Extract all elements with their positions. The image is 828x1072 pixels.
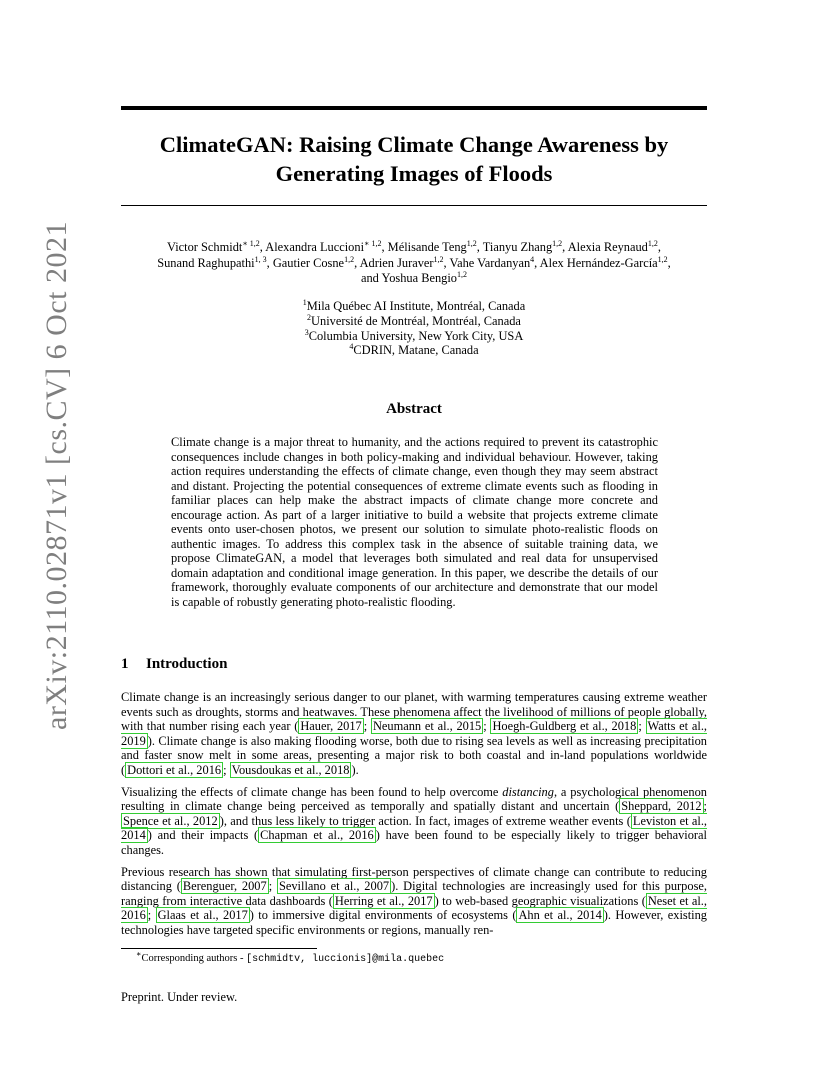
citation-link[interactable]: Chapman et al., 2016	[260, 828, 374, 843]
title-top-rule	[121, 106, 707, 110]
text-run: Visualizing the effects of climate change has been found to help overcome	[121, 784, 503, 799]
affiliation-text: Columbia University, New York City, USA	[308, 328, 524, 343]
affiliation	[121, 343, 707, 358]
footnote-emails: [schmidtv, luccionis]@mila.quebec	[246, 954, 445, 965]
author-affil-sup: 4	[530, 254, 535, 264]
title-line-1: ClimateGAN: Raising Climate Change Awareness by	[159, 132, 669, 157]
affiliation-sup: 2	[307, 312, 312, 322]
author-affil-sup: 1,2	[657, 254, 668, 264]
body-text	[121, 690, 707, 945]
text-run: Previous research has shown that simulating first-person perspectives of climate change can contribute to reducing distancing (	[121, 864, 707, 894]
author-name: Adrien Juraver	[359, 255, 434, 270]
abstract-heading: Abstract	[386, 401, 442, 417]
citation-link[interactable]: Spence et al., 2012	[123, 813, 218, 828]
text-run: ) and their impacts (	[147, 828, 259, 843]
author-name: Sunand Raghupathi	[157, 255, 255, 270]
affiliation-list	[121, 299, 707, 358]
text-run: ).	[351, 762, 359, 777]
author-name: Gautier Cosne	[272, 255, 345, 270]
citation-link[interactable]: Glaas et al., 2017	[157, 908, 248, 923]
citation-link[interactable]: Leviston et al., 2014	[121, 813, 708, 843]
footnote-mark: ∗	[136, 949, 142, 959]
author-name: Vahe Vardanyan	[449, 255, 531, 270]
text-run: , a psychological phenomenon resulting in climate change being perceived as temporally and spatially distant and uncertain (	[121, 784, 707, 814]
author-sep: ,	[667, 255, 671, 270]
author-affil-sup: ∗ 1,2	[364, 238, 382, 248]
author-sep: ,	[259, 240, 266, 254]
author-name: and Yoshua Bengio	[360, 271, 458, 285]
paragraph	[121, 690, 707, 778]
affiliation-sup: 3	[304, 327, 309, 337]
citation-link[interactable]: Dottori et al., 2016	[127, 762, 222, 777]
arxiv-stamp[interactable]: arXiv:2110.02871v1 [cs.CV] 6 Oct 2021	[40, 221, 73, 730]
author-sep: ,	[443, 255, 450, 270]
author-affil-sup: 1,2	[457, 269, 468, 279]
text-run: ), and thus less likely to trigger action. In fact, images of extreme weather events (	[219, 813, 631, 828]
author-sep: ,	[266, 255, 273, 270]
footnote-rule	[121, 948, 317, 949]
author-sep: ,	[381, 240, 388, 254]
text-run: ) to web-based geographic visualizations (	[434, 893, 646, 908]
author-name: Mélisande Teng	[387, 240, 467, 254]
text-run: ). However, existing technologies have targeted specific environments or regions, manually ren-	[121, 908, 707, 937]
text-run: ;	[147, 908, 156, 923]
author-name: Alexia Reynaud	[567, 240, 648, 254]
footnote-text: Corresponding authors -	[141, 953, 247, 964]
affiliation	[121, 299, 707, 314]
citation-link[interactable]: Vousdoukas et al., 2018	[231, 762, 350, 777]
text-run: ;	[223, 762, 230, 777]
paper-title	[121, 130, 707, 188]
author-line-3	[121, 271, 707, 287]
section-number: 1	[121, 656, 129, 672]
author-name: Alex Hernández-García	[539, 255, 658, 270]
author-affil-sup: 1,2	[647, 238, 658, 248]
affiliation-sup: 1	[302, 297, 307, 307]
author-affil-sup: 1, 3	[254, 254, 267, 264]
preprint-notice: Preprint. Under review.	[121, 990, 238, 1004]
author-affil-sup: ∗ 1,2	[242, 238, 260, 248]
paragraph	[121, 785, 707, 858]
author-name: Alexandra Luccioni	[265, 240, 365, 254]
text-run: ;	[483, 719, 491, 734]
author-sep: ,	[354, 255, 360, 270]
author-line-1	[121, 240, 707, 256]
author-sep: ,	[534, 255, 540, 270]
author-affil-sup: 1,2	[433, 254, 444, 264]
title-line-2: Generating Images of Floods	[275, 161, 553, 186]
citation-link[interactable]: Berenguer, 2007	[182, 879, 267, 894]
citation-link[interactable]: Herring et al., 2017	[334, 893, 433, 908]
citation-link[interactable]: Hoegh-Guldberg et al., 2018	[492, 719, 637, 734]
affiliation	[121, 329, 707, 344]
affiliation-text: Université de Montréal, Montréal, Canada	[311, 313, 521, 328]
emphasis: distancing	[502, 784, 554, 799]
citation-link[interactable]: Watts et al., 2019	[121, 719, 708, 748]
citation-link[interactable]: Neumann et al., 2015	[372, 719, 482, 734]
author-name: Victor Schmidt	[167, 240, 243, 254]
author-line-2	[121, 256, 707, 272]
footnote	[136, 949, 445, 966]
author-affil-sup: 1,2	[466, 238, 477, 248]
author-affil-sup: 1,2	[344, 254, 355, 264]
affiliation-text: Mila Québec AI Institute, Montréal, Canada	[306, 299, 526, 313]
author-sep: ,	[657, 240, 661, 254]
section-title: Introduction	[146, 656, 228, 672]
paragraph	[121, 865, 707, 938]
citation-link[interactable]: Hauer, 2017	[300, 719, 362, 734]
author-sep: ,	[476, 240, 483, 254]
text-run: ;	[363, 719, 371, 734]
affiliation	[121, 314, 707, 329]
text-run: ;	[703, 799, 707, 814]
text-run: ) to immersive digital environments of ecosystems (	[249, 908, 517, 923]
author-name: Tianyu Zhang	[482, 240, 553, 254]
text-run: ;	[638, 719, 646, 734]
text-run: Climate change is an increasingly serious danger to our planet, with warming temperatures causing extreme weather events such as droughts, storms and heatwaves. These phenomena affect the livelihood of millions of people globally, with that number rising each year (	[121, 690, 707, 734]
citation-link[interactable]: Neset et al., 2016	[121, 893, 708, 923]
title-bottom-rule	[121, 205, 707, 206]
author-list	[121, 240, 707, 287]
section-heading	[121, 656, 227, 673]
citation-link[interactable]: Sheppard, 2012	[621, 799, 702, 814]
abstract-text: Climate change is a major threat to humanity, and the actions required to prevent its catastrophic consequences include changes in both policy-making and individual behaviour. However, taking action requires understanding the effects of climate change, even though they may seem abstract and distant. Projecting the potential consequences of extreme climate events such as flooding in familiar places can help make the abstract impacts of climate change more concrete and encourage action. As part of a larger initiative to build a website that projects extreme climate events onto user-chosen photos, we present our solution to simulate photo-realistic floods on authentic images. To address this complex task in the absence of suitable training data, we propose ClimateGAN, a model that leverages both simulated and real data for unsupervised domain adaptation and conditional image generation. In this paper, we describe the details of our framework, thoroughly evaluate components of our architecture and demonstrate that our model is capable of robustly generating photo-realistic flooding.	[171, 435, 658, 610]
affiliation-text: CDRIN, Matane, Canada	[353, 343, 479, 358]
text-run: ). Climate change is also making flooding worse, both due to rising sea levels as well as increasing precipitation and faster snow melt in some areas, presenting a major risk to both coastal and in-land populations worldwide (	[121, 733, 707, 777]
text-run: ). Digital technologies are increasingly used for this purpose, ranging from interactive data dashboards (	[121, 879, 707, 908]
affiliation-sup: 4	[349, 342, 354, 352]
citation-link[interactable]: Ahn et al., 2014	[518, 908, 602, 923]
citation-link[interactable]: Sevillano et al., 2007	[278, 879, 390, 894]
text-run: ;	[268, 879, 277, 894]
text-run: ) have been found to be especially likely to trigger behavioral changes.	[121, 828, 707, 857]
author-sep: ,	[562, 240, 568, 254]
author-affil-sup: 1,2	[552, 238, 563, 248]
